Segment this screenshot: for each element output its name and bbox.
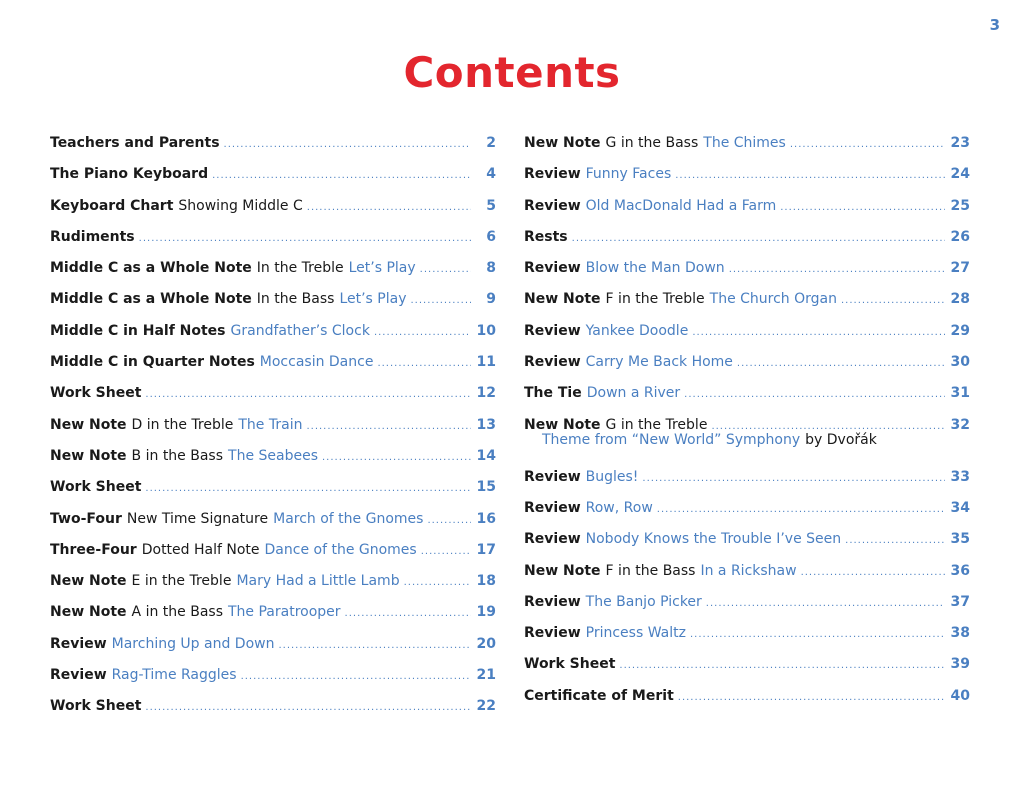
toc-entry-line xyxy=(50,597,496,628)
entry-description: Dotted Half Note xyxy=(141,541,260,558)
entry-song-title: Marching Up and Down xyxy=(111,635,275,652)
toc-entry[interactable] xyxy=(50,629,496,660)
toc-entry-line xyxy=(524,191,970,222)
toc-entry-line xyxy=(524,347,970,378)
toc-entry-line xyxy=(50,410,496,441)
dot-leader xyxy=(801,557,945,588)
entry-heading: Review xyxy=(524,166,581,183)
entry-heading: Work Sheet xyxy=(50,385,142,402)
entry-page-number: 34 xyxy=(950,499,970,516)
dot-leader xyxy=(690,619,945,650)
entry-page-number: 8 xyxy=(486,260,496,277)
toc-entry-line xyxy=(524,378,970,409)
toc-entry-line xyxy=(50,566,496,597)
entry-page-number: 40 xyxy=(950,687,970,704)
entry-heading: Certificate of Merit xyxy=(524,687,674,704)
toc-entry[interactable] xyxy=(50,159,496,190)
entry-heading: Work Sheet xyxy=(524,656,616,673)
entry-page-number: 28 xyxy=(950,291,970,308)
entry-song-title: The Train xyxy=(238,416,303,433)
toc-entry-line xyxy=(50,535,496,566)
entry-heading: Three-Four xyxy=(50,541,137,558)
entry-page-number: 18 xyxy=(476,573,496,590)
toc-entry[interactable] xyxy=(50,597,496,628)
entry-description: A in the Bass xyxy=(131,604,223,621)
entry-song-title: The Chimes xyxy=(703,135,786,151)
toc-entry[interactable] xyxy=(50,128,496,159)
entry-song-title: Yankee Doodle xyxy=(585,322,689,339)
toc-entry[interactable] xyxy=(524,128,970,159)
entry-page-number: 36 xyxy=(950,562,970,579)
entry-song-title: Down a River xyxy=(586,385,681,402)
toc-entry[interactable] xyxy=(524,253,970,284)
entry-song-title: Nobody Knows the Trouble I’ve Seen xyxy=(585,531,842,548)
entry-song-title: The Banjo Picker xyxy=(585,593,702,610)
toc-entry-line xyxy=(524,524,970,555)
toc-entry-line xyxy=(50,284,496,315)
entry-description: G in the Treble xyxy=(605,416,708,433)
entry-page-number: 38 xyxy=(950,625,970,642)
entry-song-title: Row, Row xyxy=(585,499,653,516)
toc-entry[interactable] xyxy=(524,587,970,618)
toc-entry[interactable] xyxy=(524,410,970,462)
toc-entry-line xyxy=(50,316,496,347)
entry-heading: Review xyxy=(524,468,581,485)
entry-description: In the Bass xyxy=(256,291,335,308)
dot-leader xyxy=(404,567,471,598)
entry-song-title: Old MacDonald Had a Farm xyxy=(585,197,777,214)
entry-song-title: Carry Me Back Home xyxy=(585,354,733,371)
entry-song-title: Funny Faces xyxy=(585,166,672,183)
entry-description: Showing Middle C xyxy=(178,197,303,214)
entry-page-number: 35 xyxy=(950,531,970,548)
entry-description: B in the Bass xyxy=(131,447,224,464)
toc-entry[interactable] xyxy=(50,253,496,284)
entry-page-number: 16 xyxy=(476,510,496,527)
toc-entry[interactable] xyxy=(524,347,970,378)
toc-entry-line xyxy=(50,472,496,503)
entry-heading: Review xyxy=(524,499,581,516)
toc-entry[interactable] xyxy=(50,472,496,503)
entry-page-number: 22 xyxy=(476,698,496,715)
entry-page-number: 4 xyxy=(486,166,496,183)
entry-heading: Review xyxy=(524,625,581,642)
toc-entry-line xyxy=(50,222,496,253)
entry-song-title: Princess Waltz xyxy=(585,625,686,642)
toc-entry[interactable] xyxy=(50,504,496,535)
page-number: 3 xyxy=(989,16,1000,34)
dot-leader xyxy=(139,223,471,254)
entry-page-number: 25 xyxy=(950,197,970,214)
dot-leader xyxy=(692,317,945,348)
toc-entry-line xyxy=(524,222,970,253)
toc-column-left xyxy=(50,128,496,723)
entry-description: by Dvořák xyxy=(805,431,877,448)
entry-page-number: 23 xyxy=(950,135,970,151)
entry-song-title: The Seabees xyxy=(228,447,318,464)
entry-heading: Middle C as a Whole Note xyxy=(50,260,252,277)
dot-leader xyxy=(145,692,471,723)
entry-page-number: 24 xyxy=(950,166,970,183)
toc-entry-line xyxy=(524,462,970,493)
entry-song-title: Bugles! xyxy=(585,468,639,485)
toc-entry[interactable] xyxy=(524,649,970,680)
toc-entry-line xyxy=(50,660,496,691)
entry-page-number: 21 xyxy=(476,667,496,684)
dot-leader xyxy=(780,192,945,223)
toc-entry-line xyxy=(524,587,970,618)
entry-page-number: 2 xyxy=(486,135,496,151)
toc-entry[interactable] xyxy=(50,284,496,315)
entry-page-number: 31 xyxy=(950,385,970,402)
dot-leader xyxy=(642,463,945,494)
dot-leader xyxy=(427,505,471,536)
entry-page-number: 17 xyxy=(476,541,496,558)
entry-song-title: The Paratrooper xyxy=(227,604,341,621)
entry-page-number: 26 xyxy=(950,228,970,245)
dot-leader xyxy=(841,285,945,316)
entry-heading: Middle C in Quarter Notes xyxy=(50,354,255,371)
dot-leader xyxy=(377,348,471,379)
dot-leader xyxy=(790,129,945,160)
entry-heading: Rests xyxy=(524,228,568,245)
entry-song-title: Let’s Play xyxy=(339,291,407,308)
entry-page-number: 33 xyxy=(950,468,970,485)
entry-page-number: 19 xyxy=(476,604,496,621)
toc-entry-line xyxy=(524,128,970,159)
dot-leader xyxy=(619,650,945,681)
entry-description: In the Treble xyxy=(256,260,344,277)
dot-leader xyxy=(657,494,945,525)
toc-entry[interactable] xyxy=(524,462,970,493)
toc-entry[interactable] xyxy=(50,191,496,222)
entry-song-title: Rag-Time Raggles xyxy=(111,667,237,684)
toc-entry[interactable] xyxy=(50,566,496,597)
entry-heading: New Note xyxy=(524,562,601,579)
entry-description: E in the Treble xyxy=(131,573,232,590)
toc-entry-line xyxy=(50,347,496,378)
entry-page-number: 12 xyxy=(476,385,496,402)
page-title: Contents xyxy=(403,48,621,97)
toc-entry[interactable] xyxy=(524,524,970,555)
toc-entry-line xyxy=(50,504,496,535)
toc-entry[interactable] xyxy=(50,316,496,347)
entry-heading: Review xyxy=(524,531,581,548)
dot-leader xyxy=(345,598,471,629)
toc-entry[interactable] xyxy=(524,556,970,587)
entry-page-number: 13 xyxy=(476,416,496,433)
toc-entry-line xyxy=(524,556,970,587)
toc-entry[interactable] xyxy=(524,378,970,409)
entry-heading: New Note xyxy=(50,573,127,590)
entry-heading: Review xyxy=(524,354,581,371)
entry-heading: Middle C in Half Notes xyxy=(50,322,226,339)
dot-leader xyxy=(411,285,472,316)
entry-page-number: 27 xyxy=(950,260,970,277)
entry-song-title: Mary Had a Little Lamb xyxy=(236,573,400,590)
entry-song-title: The Church Organ xyxy=(709,291,837,308)
entry-heading: Review xyxy=(50,667,107,684)
entry-heading: New Note xyxy=(524,416,601,433)
dot-leader xyxy=(241,661,471,692)
toc-entry-line xyxy=(524,316,970,347)
entry-page-number: 32 xyxy=(950,416,970,433)
entry-page-number: 6 xyxy=(486,228,496,245)
dot-leader xyxy=(145,379,471,410)
dot-leader xyxy=(420,254,471,285)
dot-leader xyxy=(145,473,471,504)
toc-entry-line xyxy=(50,253,496,284)
entry-song-title: Dance of the Gnomes xyxy=(264,541,417,558)
entry-heading: New Note xyxy=(50,604,127,621)
entry-heading: The Piano Keyboard xyxy=(50,166,209,183)
dot-leader xyxy=(421,536,471,567)
toc-entry[interactable] xyxy=(524,316,970,347)
entry-page-number: 5 xyxy=(486,197,496,214)
entry-song-title: Theme from “New World” Symphony xyxy=(542,431,801,448)
entry-heading: Work Sheet xyxy=(50,479,142,496)
dot-leader xyxy=(278,630,471,661)
toc-entry-line xyxy=(524,284,970,315)
entry-page-number: 20 xyxy=(476,635,496,652)
entry-song-title: In a Rickshaw xyxy=(700,562,797,579)
entry-heading: New Note xyxy=(50,447,127,464)
entry-page-number: 15 xyxy=(476,479,496,496)
toc-entry[interactable] xyxy=(50,660,496,691)
entry-page-number: 30 xyxy=(950,354,970,371)
dot-leader xyxy=(572,223,945,254)
entry-heading: Work Sheet xyxy=(50,698,142,715)
toc-entry[interactable] xyxy=(524,191,970,222)
dot-leader xyxy=(678,682,945,713)
entry-heading: Rudiments xyxy=(50,228,135,245)
toc-entry[interactable] xyxy=(524,493,970,524)
toc-entry-line xyxy=(50,128,496,159)
dot-leader xyxy=(307,192,471,223)
toc-entry[interactable] xyxy=(50,410,496,441)
toc-entry-line xyxy=(50,691,496,722)
toc-entry[interactable] xyxy=(50,441,496,472)
dot-leader xyxy=(729,254,945,285)
toc-entry-line xyxy=(50,378,496,409)
entry-page-number: 11 xyxy=(476,354,496,371)
entry-heading: Review xyxy=(50,635,107,652)
toc-entry[interactable] xyxy=(50,222,496,253)
entry-page-number: 37 xyxy=(950,593,970,610)
entry-heading: New Note xyxy=(524,291,601,308)
toc-entry-line xyxy=(50,629,496,660)
entry-page-number: 29 xyxy=(950,322,970,339)
dot-leader xyxy=(374,317,471,348)
toc-entry-line xyxy=(50,441,496,472)
dot-leader xyxy=(845,525,945,556)
dot-leader xyxy=(322,442,471,473)
entry-song-title: Moccasin Dance xyxy=(259,354,374,371)
dot-leader xyxy=(306,411,471,442)
toc-entry[interactable] xyxy=(524,284,970,315)
entry-page-number: 10 xyxy=(476,322,496,339)
entry-heading: Keyboard Chart xyxy=(50,197,174,214)
entry-heading: New Note xyxy=(524,135,601,151)
toc-entry-line xyxy=(524,681,970,712)
toc-entry-line xyxy=(50,159,496,190)
toc-entry-line xyxy=(50,191,496,222)
entry-description: G in the Bass xyxy=(605,135,699,151)
entry-description: F in the Treble xyxy=(605,291,705,308)
toc-entry[interactable] xyxy=(524,159,970,190)
toc-entry[interactable] xyxy=(50,535,496,566)
dot-leader xyxy=(212,160,471,191)
entry-heading: Middle C as a Whole Note xyxy=(50,291,252,308)
entry-heading: New Note xyxy=(50,416,127,433)
entry-heading: Review xyxy=(524,322,581,339)
entry-heading: Teachers and Parents xyxy=(50,135,220,151)
entry-heading: Review xyxy=(524,593,581,610)
entry-song-title: March of the Gnomes xyxy=(273,510,424,527)
dot-leader xyxy=(684,379,945,410)
entry-heading: Review xyxy=(524,197,581,214)
dot-leader xyxy=(706,588,945,619)
toc-entry-line xyxy=(524,493,970,524)
toc-entry-line xyxy=(524,649,970,680)
entry-heading: The Tie xyxy=(524,385,582,402)
entry-description: D in the Treble xyxy=(131,416,234,433)
entry-description: New Time Signature xyxy=(126,510,269,527)
toc-entry[interactable] xyxy=(50,378,496,409)
dot-leader xyxy=(224,129,471,160)
entry-song-title: Blow the Man Down xyxy=(585,260,725,277)
entry-heading: Review xyxy=(524,260,581,277)
toc-entry-line xyxy=(524,159,970,190)
toc-column-right xyxy=(524,128,970,712)
entry-subline xyxy=(542,432,877,448)
toc-entry-line xyxy=(524,618,970,649)
entry-page-number: 9 xyxy=(486,291,496,308)
entry-song-title: Let’s Play xyxy=(348,260,416,277)
toc-entry-line xyxy=(524,253,970,284)
entry-page-number: 14 xyxy=(476,447,496,464)
dot-leader xyxy=(675,160,945,191)
dot-leader xyxy=(737,348,945,379)
toc-entry[interactable] xyxy=(524,618,970,649)
entry-page-number: 39 xyxy=(950,656,970,673)
toc-entry[interactable] xyxy=(524,222,970,253)
toc-entry[interactable] xyxy=(50,347,496,378)
entry-song-title: Grandfather’s Clock xyxy=(230,322,370,339)
entry-description: F in the Bass xyxy=(605,562,696,579)
toc-entry[interactable] xyxy=(50,691,496,722)
entry-heading: Two-Four xyxy=(50,510,122,527)
toc-entry[interactable] xyxy=(524,681,970,712)
